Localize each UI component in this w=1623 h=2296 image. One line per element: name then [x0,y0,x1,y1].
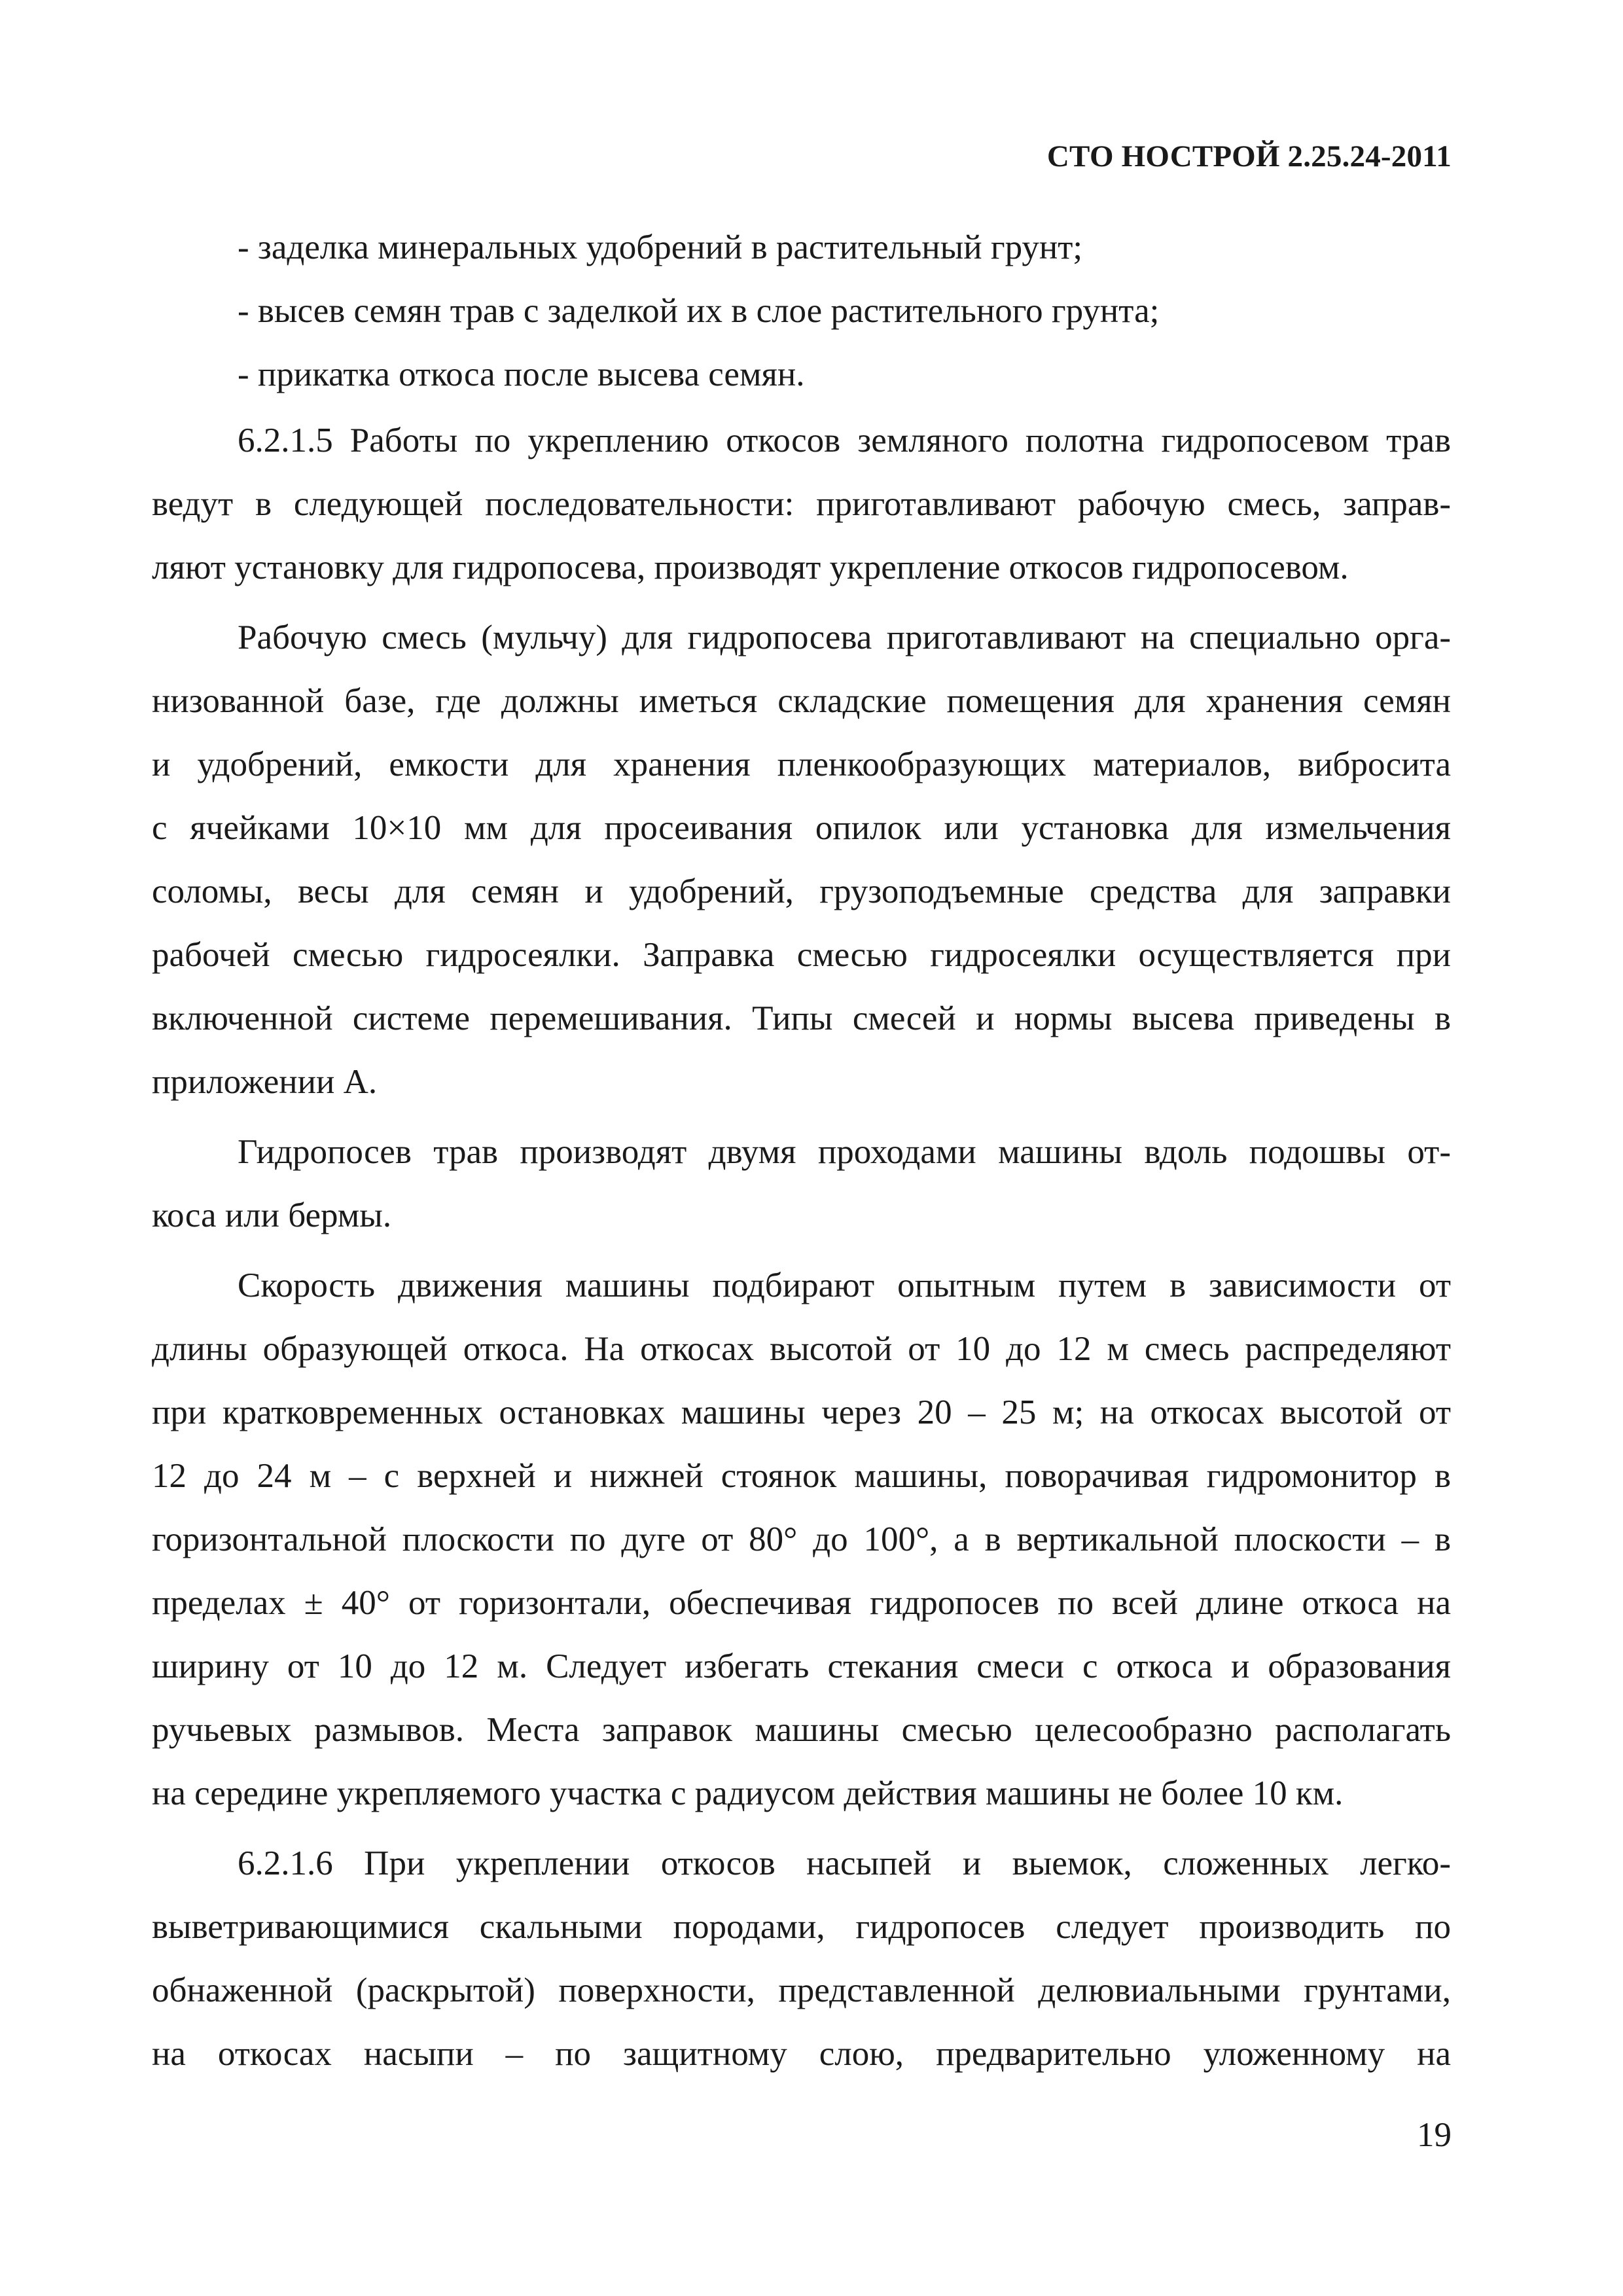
text-line: на откосах насыпи – по защитному слою, предварительно уложенному на [152,2035,1451,2073]
page-number: 19 [1417,2116,1452,2154]
text-line: длины образующей откоса. На откосах высотой от 10 до 12 м смесь распределяют [152,1330,1451,1368]
text-line: 6.2.1.5 Работы по укреплению откосов земляного полотна гидропосевом трав [238,422,1451,459]
document-code-header: СТО НОСТРОЙ 2.25.24-2011 [1046,139,1452,173]
text-line: с ячейками 10×10 мм для просеивания опилок или установка для измельчения [152,809,1451,847]
text-line: ширину от 10 до 12 м. Следует избегать стекания смеси с откоса и образования [152,1647,1451,1685]
text-line: - заделка минеральных удобрений в растительный грунт; [238,228,1083,266]
text-line: ручьевых размывов. Места заправок машины смесью целесообразно располагать [152,1711,1451,1749]
text-line: рабочей смесью гидросеялки. Заправка смесью гидросеялки осуществляется при [152,936,1451,974]
text-line: коса или бермы. [152,1196,392,1234]
text-line: пределах ± 40° от горизонтали, обеспечивая гидропосев по всей длине откоса на [152,1584,1451,1622]
body-text [152,216,1451,2086]
text-line: Скорость движения машины подбирают опытным путем в зависимости от [238,1266,1451,1304]
text-line: горизонтальной плоскости по дуге от 80° до 100°, а в вертикальной плоскости – в [152,1520,1451,1558]
text-line: ведут в следующей последовательности: приготавливают рабочую смесь, заправ- [152,485,1451,523]
text-line: - прикатка откоса после высева семян. [238,355,805,393]
text-line: приложении А. [152,1063,378,1101]
text-line: ляют установку для гидропосева, производят укрепление откосов гидропосевом. [152,548,1349,586]
text-line: соломы, весы для семян и удобрений, грузоподъемные средства для заправки [152,872,1451,910]
text-line: выветривающимися скальными породами, гидропосев следует производить по [152,1908,1451,1946]
text-line: обнаженной (раскрытой) поверхности, представленной делювиальными грунтами, [152,1971,1451,2009]
text-line: при кратковременных остановках машины через 20 – 25 м; на откосах высотой от [152,1393,1451,1431]
text-line: Гидропосев трав производят двумя проходами машины вдоль подошвы от- [238,1133,1451,1171]
text-line: включенной системе перемешивания. Типы смесей и нормы высева приведены в [152,999,1451,1037]
text-line: - высев семян трав с заделкой их в слое растительного грунта; [238,292,1160,330]
text-line: 6.2.1.6 При укреплении откосов насыпей и выемок, сложенных легко- [238,1844,1451,1882]
text-line: и удобрений, емкости для хранения пленкообразующих материалов, вибросита [152,745,1451,783]
text-line: 12 до 24 м – с верхней и нижней стоянок машины, поворачивая гидромонитор в [152,1457,1451,1495]
text-line: Рабочую смесь (мульчу) для гидропосева приготавливают на специально орга- [238,619,1451,656]
text-line: низованной базе, где должны иметься складские помещения для хранения семян [152,682,1451,720]
text-line: на середине укрепляемого участка с радиусом действия машины не более 10 км. [152,1774,1344,1812]
